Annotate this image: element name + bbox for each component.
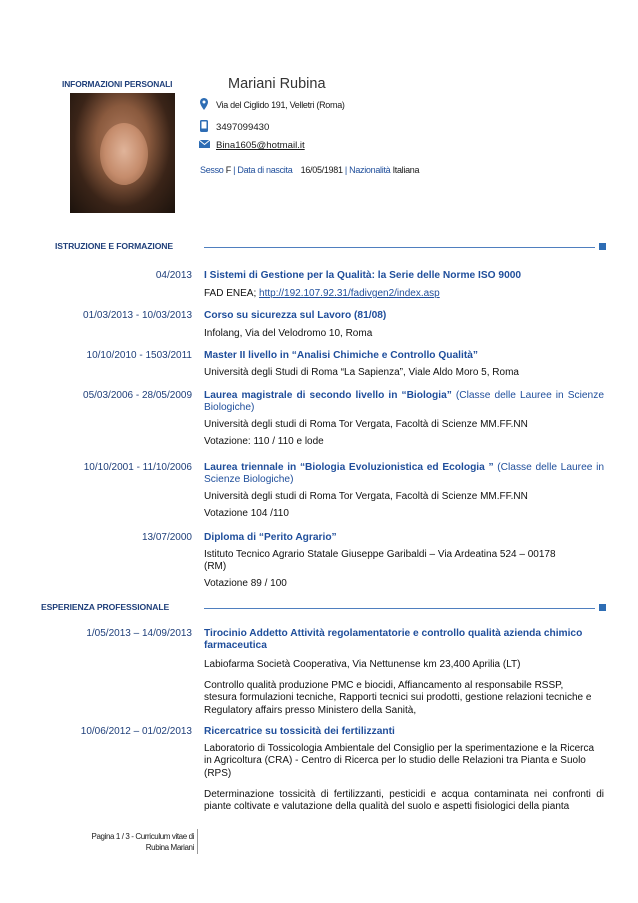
nationality-value: Italiana [392, 165, 420, 175]
education-title [204, 390, 604, 414]
education-institution: Università degli studi di Roma Tor Vergata, Facoltà di Scienze MM.FF.NN [204, 491, 528, 502]
degree-name: Laurea magistrale di secondo livello in “Biologia” [204, 390, 452, 401]
education-title: Master II livello in “Analisi Chimiche e Controllo Qualità” [204, 350, 478, 361]
education-date: 10/10/2001 - 11/10/2006 [83, 462, 192, 473]
education-title: I Sistemi di Gestione per la Qualità: la Serie delle Norme ISO 9000 [204, 270, 522, 281]
education-date: 10/10/2010 - 1503/2011 [86, 350, 192, 361]
education-institution: Università degli Studi di Roma “La Sapienza”, Viale Aldo Moro 5, Roma [204, 367, 519, 378]
degree-class: (Classe delle Lauree in Scienze Biologiche) [204, 462, 605, 485]
experience-section-title: ESPERIENZA PROFESSIONALE [41, 602, 170, 612]
degree-class: (Classe delle Lauree in Scienze Biologiche) [204, 390, 604, 413]
education-institution: Istituto Tecnico Agrario Statale Giuseppe Garibaldi – Via Ardeatina 524 – 00178 (RM) [204, 549, 556, 573]
phone-text: 3497099430 [216, 122, 270, 133]
education-date: 13/07/2000 [141, 532, 192, 543]
education-date: 04/2013 [155, 270, 192, 281]
birth-value: 16/05/1981 [300, 165, 343, 175]
education-section-title: ISTRUZIONE E FORMAZIONE [55, 241, 174, 251]
sex-value: F [225, 165, 231, 175]
full-name: Mariani Rubina [228, 76, 326, 92]
experience-title: Ricercatrice su tossicità dei fertilizzanti [204, 726, 395, 737]
separator: | [233, 165, 236, 175]
nationality-label: Nazionalità [349, 165, 391, 175]
experience-employer: Laboratorio di Tossicologia Ambientale del Consiglio per la sperimentazione e la Ricerca in Agricoltura (CRA) - Centro di Ricerca per lo studio delle Relazioni tra Pianta e Suolo (RPS) [204, 743, 595, 779]
education-date: 01/03/2013 - 10/03/2013 [83, 310, 192, 321]
section-divider [204, 608, 595, 609]
experience-description: Controllo qualità produzione PMC e biocidi, Affiancamento al responsabile RSSP, stesura formulazioni tecniche, Rapporti tecnici sui prodotti, gestione relazioni tecniche e Regulatory affairs presso Ministero della Sanità, [204, 680, 592, 716]
address-text: Via del Ciglido 191, Velletri (Roma) [216, 100, 345, 110]
map-pin-icon [200, 98, 208, 110]
page-footer: Pagina 1 / 3 - Curriculum vitae di Rubina Mariani [91, 832, 194, 852]
sex-label: Sesso [200, 165, 224, 175]
experience-date: 10/06/2012 – 01/02/2013 [80, 726, 192, 737]
birth-label: Data di nascita [237, 165, 293, 175]
section-marker [599, 243, 606, 250]
footer-divider [197, 829, 198, 854]
experience-date: 1/05/2013 – 14/09/2013 [86, 628, 192, 639]
section-marker [599, 604, 606, 611]
education-title: Corso su sicurezza sul Lavoro (81/08) [204, 310, 387, 321]
envelope-icon [199, 140, 210, 148]
education-grade: Votazione: 110 / 110 e lode [204, 436, 324, 447]
phone-icon [200, 120, 208, 132]
education-date: 05/03/2006 - 28/05/2009 [83, 390, 192, 401]
experience-employer: Labiofarma Società Cooperativa, Via Nettunense km 23,400 Aprilia (LT) [204, 659, 521, 670]
separator: | [344, 165, 347, 175]
education-grade: Votazione 89 / 100 [204, 578, 287, 589]
experience-description: Determinazione tossicità di fertilizzanti, pesticidi e acqua contaminata nei confronti di piante coltivate e valutazione della qualità del suolo e aspetti fisiologici della pianta [204, 789, 604, 813]
section-divider [204, 247, 595, 248]
education-title: Diploma di “Perito Agrario” [204, 532, 337, 543]
profile-photo [70, 93, 175, 213]
course-link[interactable]: http://192.107.92.31/fadivgen2/index.asp [259, 288, 440, 299]
education-institution [204, 288, 604, 300]
personal-info-label: INFORMAZIONI PERSONALI [62, 79, 173, 89]
email-link[interactable]: Bina1605@hotmail.it [216, 140, 305, 151]
education-institution: Infolang, Via del Velodromo 10, Roma [204, 328, 373, 339]
education-institution-prefix: FAD ENEA; [204, 288, 260, 299]
education-title [204, 462, 604, 486]
experience-title: Tirocinio Addetto Attività regolamentatorie e controllo qualità azienda chimico farmaceutica [204, 628, 583, 651]
personal-details [200, 165, 419, 175]
degree-name: Laurea triennale in “Biologia Evoluzionistica ed Ecologia ” [204, 462, 494, 473]
education-grade: Votazione 104 /110 [204, 508, 289, 519]
education-institution: Università degli studi di Roma Tor Vergata, Facoltà di Scienze MM.FF.NN [204, 419, 528, 430]
